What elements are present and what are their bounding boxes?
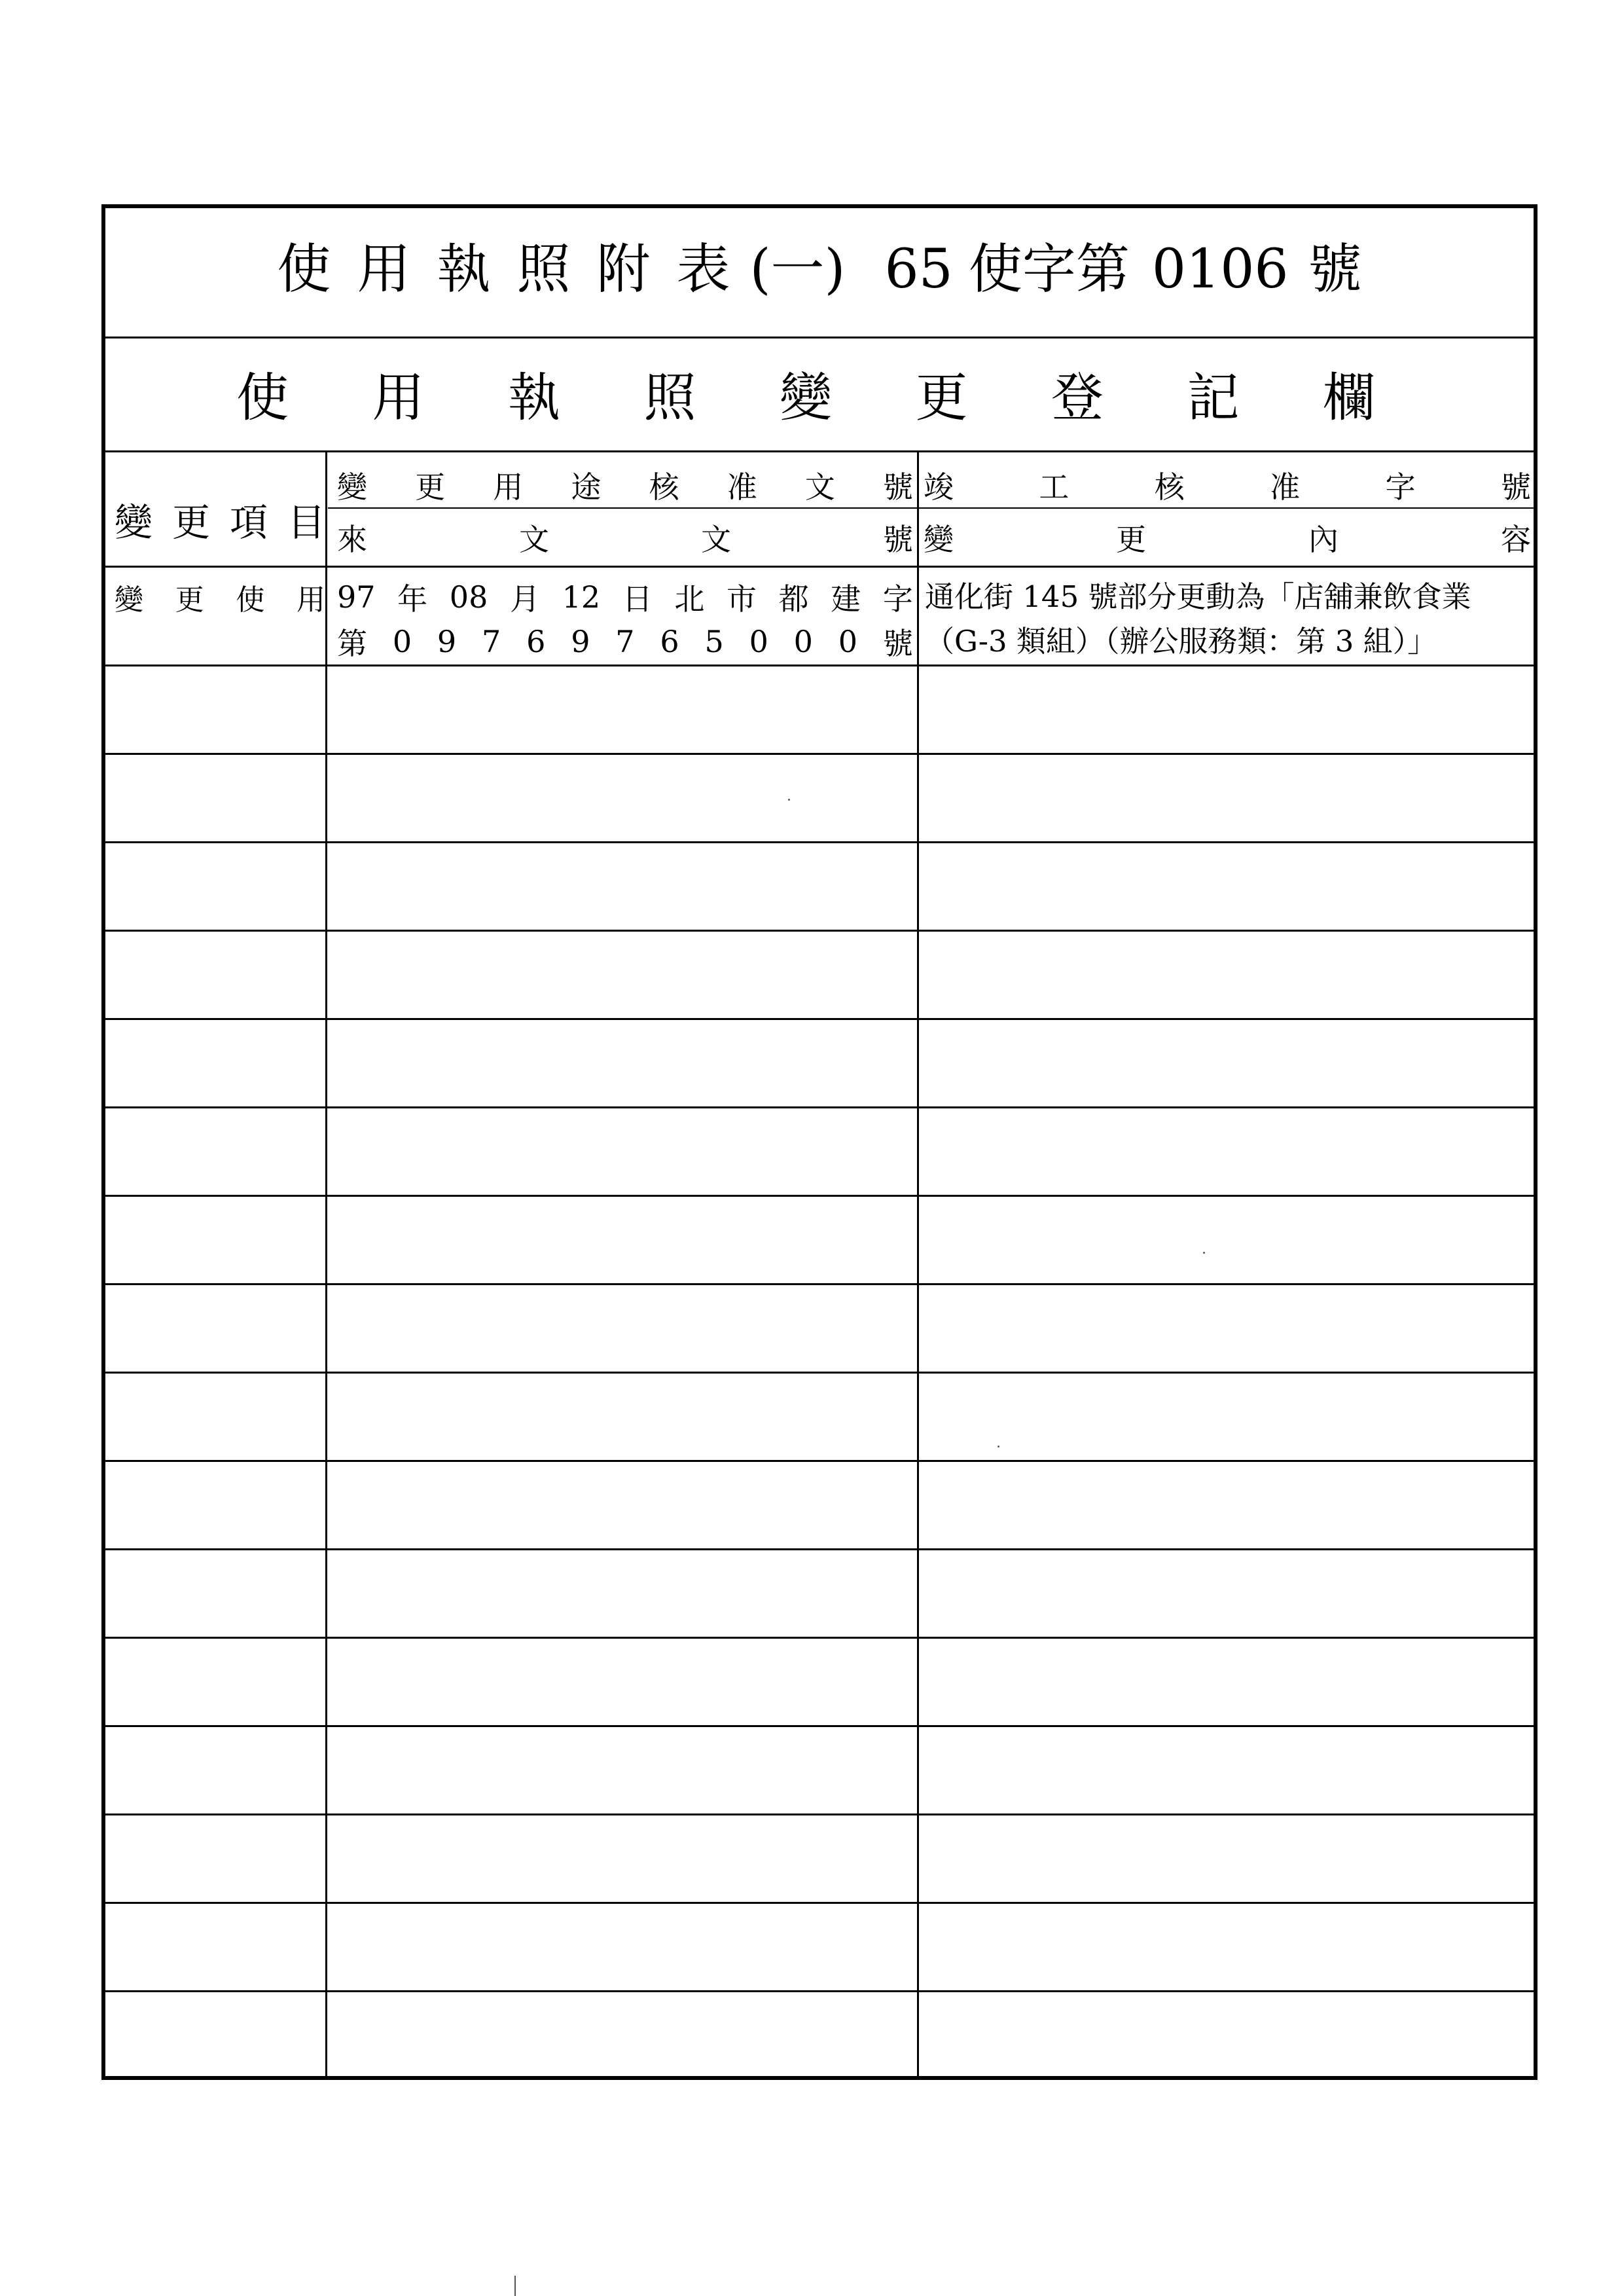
row-doc-line-2 <box>337 619 913 664</box>
scan-speck <box>788 799 790 801</box>
glyph: 目 <box>287 500 325 545</box>
glyph: 7 <box>482 624 501 659</box>
scan-speck <box>1203 1252 1205 1254</box>
row-divider <box>105 930 1534 932</box>
title-glyph: 表 <box>676 238 730 301</box>
glyph: 0 <box>838 624 858 659</box>
title-glyph: (一) <box>749 238 846 301</box>
glyph: 用 <box>296 583 325 617</box>
glyph: 更 <box>415 469 446 505</box>
glyph: 97 <box>337 579 376 615</box>
glyph: 5 <box>704 624 724 659</box>
glyph: 來 <box>337 522 367 557</box>
glyph: 7 <box>615 624 635 659</box>
glyph: 0 <box>793 624 813 659</box>
glyph: 變 <box>337 469 367 505</box>
glyph: 容 <box>1501 522 1531 557</box>
glyph: 核 <box>649 469 679 505</box>
header-incoming-doc-no <box>337 515 913 560</box>
header-completion-no <box>924 462 1531 508</box>
row-divider <box>105 1990 1534 1992</box>
header-approval-doc-no <box>337 462 913 508</box>
glyph: 竣 <box>924 469 954 505</box>
column-separator-1 <box>325 450 327 2076</box>
glyph: 准 <box>727 469 757 505</box>
glyph: 文 <box>804 469 835 505</box>
glyph: 都 <box>778 581 809 617</box>
title-glyph: 號 <box>1308 238 1362 301</box>
title-glyph: 使字第 <box>968 238 1130 301</box>
title-glyph: 照 <box>516 238 571 301</box>
title-divider <box>105 337 1534 338</box>
glyph: 使 <box>236 367 289 428</box>
row-divider <box>105 1372 1534 1374</box>
glyph: 9 <box>437 624 457 659</box>
glyph: 12 <box>562 579 601 615</box>
section-title <box>236 365 1375 431</box>
glyph: 日 <box>622 581 653 617</box>
glyph: 執 <box>508 367 560 428</box>
glyph: 建 <box>831 581 861 617</box>
glyph: 欄 <box>1323 367 1375 428</box>
glyph: 更 <box>915 367 968 428</box>
glyph: 月 <box>509 581 540 617</box>
row-divider <box>105 1018 1534 1020</box>
row-divider <box>105 1813 1534 1815</box>
glyph: 9 <box>571 624 590 659</box>
title-glyph: 65 <box>884 238 953 301</box>
row-divider <box>105 1106 1534 1108</box>
row-divider <box>105 841 1534 843</box>
form-title <box>105 237 1534 302</box>
glyph: 變 <box>115 500 153 545</box>
row-divider <box>105 1637 1534 1639</box>
glyph: 變 <box>115 583 143 617</box>
scan-mark <box>514 2276 516 2296</box>
row-divider <box>105 1460 1534 1462</box>
glyph: 用 <box>493 469 524 505</box>
glyph: 核 <box>1154 469 1185 505</box>
glyph: 0 <box>749 624 768 659</box>
glyph: 更 <box>171 500 210 545</box>
glyph: 08 <box>449 579 488 615</box>
glyph: 變 <box>780 367 832 428</box>
scan-speck <box>998 1446 999 1448</box>
row-divider <box>105 1283 1534 1285</box>
row-divider <box>105 665 1534 666</box>
glyph: 使 <box>236 583 265 617</box>
glyph: 第 <box>337 626 367 661</box>
row-content-line-2: （G-3 類組）（辦公服務類：第 3 組）」 <box>925 624 1437 659</box>
title-glyph: 執 <box>437 238 491 301</box>
glyph: 字 <box>882 581 913 617</box>
glyph: 6 <box>660 624 679 659</box>
glyph: 用 <box>372 367 425 428</box>
header-item-label <box>115 480 325 558</box>
glyph: 號 <box>883 522 913 557</box>
row-divider <box>105 1902 1534 1904</box>
glyph: 北 <box>674 581 705 617</box>
glyph: 號 <box>882 469 913 505</box>
glyph: 記 <box>1187 367 1240 428</box>
row-content-line-1: 通化街 145 號部分更動為「店舖兼飲食業 <box>925 579 1471 614</box>
glyph: 准 <box>1270 469 1301 505</box>
glyph: 號 <box>882 626 913 661</box>
title-glyph: 附 <box>596 238 651 301</box>
glyph: 市 <box>727 581 757 617</box>
glyph: 途 <box>571 469 602 505</box>
row-divider <box>105 1195 1534 1197</box>
glyph: 照 <box>643 367 696 428</box>
column-separator-2 <box>917 450 919 2076</box>
glyph: 0 <box>392 624 412 659</box>
use-permit-annex-table <box>101 204 1537 2080</box>
glyph: 內 <box>1308 522 1339 557</box>
glyph: 字 <box>1385 469 1416 505</box>
glyph: 項 <box>229 500 268 545</box>
glyph: 更 <box>1116 522 1146 557</box>
glyph: 變 <box>924 522 954 557</box>
glyph: 文 <box>701 522 731 557</box>
glyph: 工 <box>1039 469 1070 505</box>
row-divider <box>105 1548 1534 1550</box>
row-item <box>115 575 325 619</box>
title-glyph: 0106 <box>1151 238 1289 301</box>
glyph: 年 <box>397 581 428 617</box>
title-glyph: 使 <box>277 238 331 301</box>
header-divider <box>105 566 1534 568</box>
header-mid-divider <box>328 507 1534 509</box>
title-glyph: 用 <box>357 238 411 301</box>
glyph: 登 <box>1051 367 1104 428</box>
glyph: 更 <box>175 583 204 617</box>
glyph: 6 <box>526 624 546 659</box>
header-change-content <box>924 515 1531 560</box>
row-divider <box>105 1725 1534 1727</box>
glyph: 號 <box>1500 469 1531 505</box>
glyph: 文 <box>519 522 549 557</box>
row-divider <box>105 753 1534 755</box>
section-divider <box>105 450 1534 452</box>
row-doc-line-1 <box>337 575 913 619</box>
